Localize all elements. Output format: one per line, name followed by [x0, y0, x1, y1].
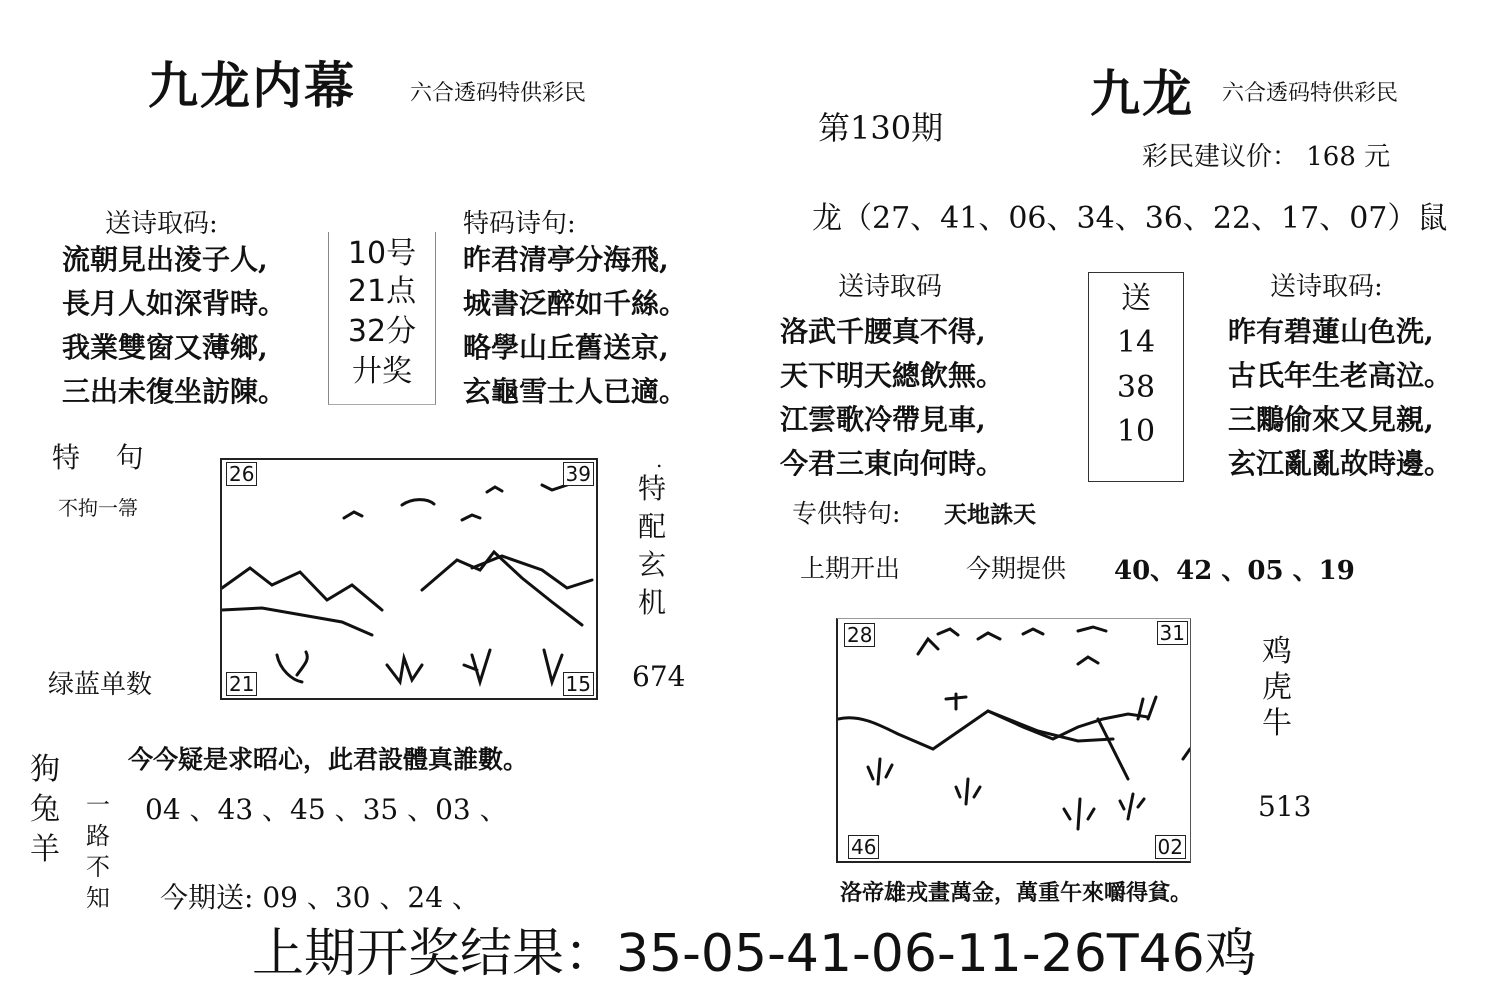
animal: 鸡 [1262, 634, 1292, 669]
zhuan-gong-label: 专供特句: [792, 499, 901, 528]
hills-drawing [838, 619, 1190, 861]
yi-lu-bu-zhi [86, 790, 110, 914]
box-line: 10号 [347, 236, 417, 271]
box-line: 32分 [347, 314, 417, 349]
left-poem-right [463, 238, 687, 414]
lv-lan-label: 绿蓝单数 [48, 670, 153, 700]
right-subtitle: 六合透码特供彩民 [1222, 81, 1399, 106]
zhuan-gong-text: 天地誅天 [944, 501, 1036, 528]
left-sentence: 今今疑是求昭心，此君設體真誰數。 [128, 745, 529, 774]
corner-number: 21 [226, 672, 257, 696]
corner-number: 39 [563, 462, 594, 486]
poem-line: 我業雙窗又薄鄉, [62, 331, 268, 364]
left-poem-right-heading: 特码诗句: [463, 209, 576, 239]
corner-number: 15 [563, 672, 594, 696]
corner-number: 28 [844, 623, 875, 647]
right-poem-left [780, 310, 1004, 486]
number-674: 674 [632, 660, 686, 693]
left-vertical-note [638, 470, 666, 622]
jin-qi-numbers: 40、42 、05 、19 [1114, 556, 1355, 586]
right-animals [1262, 634, 1292, 742]
poem-line: 江雲歌冷帶見車, [780, 403, 986, 436]
poem-line: 洛武千腰真不得, [780, 315, 986, 348]
te-ju-text: 不拘一箒 [58, 496, 138, 520]
previous-result: 上期开奖结果：35-05-41-06-11-26T46鸡 [252, 924, 1257, 984]
vertical-char: 知 [86, 884, 110, 912]
box-line: 廾奖 [352, 354, 412, 389]
corner-number: 31 [1157, 621, 1188, 645]
box-line: 38 [1116, 370, 1156, 405]
right-poem-right [1228, 310, 1452, 486]
poem-line: 略學山丘舊送京, [463, 331, 669, 364]
left-animals [30, 750, 60, 870]
poem-line: 玄江亂亂故時邊。 [1228, 447, 1453, 480]
poem-line: 流朝見出淩子人, [62, 243, 268, 276]
poem-line: 三出未復坐訪陳。 [62, 375, 287, 408]
poem-line: 昨君清亭分海飛, [463, 243, 669, 276]
corner-number: 46 [848, 835, 879, 859]
number-513: 513 [1258, 790, 1312, 823]
vertical-char: 一 [86, 791, 110, 819]
long-numbers-line: 龙（27、41、06、34、36、22、17、07）鼠 [812, 201, 1448, 236]
corner-number: 26 [226, 462, 257, 486]
animal: 虎 [1262, 670, 1292, 705]
box-line: 10 [1116, 414, 1156, 449]
right-picture [836, 618, 1191, 863]
left-poem [62, 238, 286, 414]
vertical-char: 机 [638, 586, 667, 619]
left-center-box [328, 232, 436, 405]
box-line: 21点 [347, 274, 417, 309]
issue-number: 第130期 [818, 109, 944, 147]
vertical-char: 不 [86, 853, 110, 881]
shang-qi-label: 上期开出 [800, 554, 901, 583]
vertical-char: 路 [86, 822, 110, 850]
left-picture [220, 458, 598, 700]
corner-number: 02 [1155, 835, 1186, 859]
poem-line: 昨有碧蓮山色洗, [1228, 315, 1434, 348]
left-subtitle: 六合透码特供彩民 [410, 81, 587, 106]
vertical-char: 特 [638, 472, 667, 505]
left-title: 九龙内幕 [148, 56, 356, 115]
numbers-line: 04 、43 、45 、35 、03 、 [145, 793, 508, 826]
jin-qi-song: 今期送: 09 、30 、24 、 [160, 881, 480, 914]
box-line: 送 [1121, 281, 1151, 316]
animal: 牛 [1262, 706, 1292, 741]
right-title: 九龙 [1090, 64, 1194, 123]
mountain-drawing [222, 460, 596, 698]
jin-qi-label: 今期提供 [966, 554, 1067, 583]
poem-line: 玄龜雪士人已適。 [463, 375, 688, 408]
right-poem-heading: 送诗取码 [838, 272, 943, 302]
left-poem-heading: 送诗取码: [105, 209, 218, 239]
poem-line: 今君三東向何時。 [780, 447, 1005, 480]
vertical-char: 玄 [638, 548, 667, 581]
poem-line: 三鷴偷來又見親, [1228, 403, 1434, 436]
vertical-char: 配 [638, 510, 667, 543]
right-bottom-sentence: 洛帝雄戎畫萬金，萬重午來嚼得貧。 [840, 880, 1193, 906]
animal: 狗 [30, 752, 60, 787]
poem-line: 長月人如深背時。 [62, 287, 287, 320]
poem-line: 天下明天總飲無。 [780, 359, 1005, 392]
vertical-dot: . [656, 448, 663, 472]
price: 彩民建议价： 168 元 [1142, 142, 1391, 172]
animal: 兔 [30, 792, 60, 827]
te-ju-label: 特 句 [52, 441, 144, 474]
animal: 羊 [30, 832, 60, 867]
right-poem-right-heading: 送诗取码: [1270, 272, 1383, 302]
right-center-box [1088, 272, 1184, 482]
box-line: 14 [1116, 325, 1156, 360]
poem-line: 城書泛醉如千絲。 [463, 287, 688, 320]
poem-line: 古氏年生老高泣。 [1228, 359, 1453, 392]
